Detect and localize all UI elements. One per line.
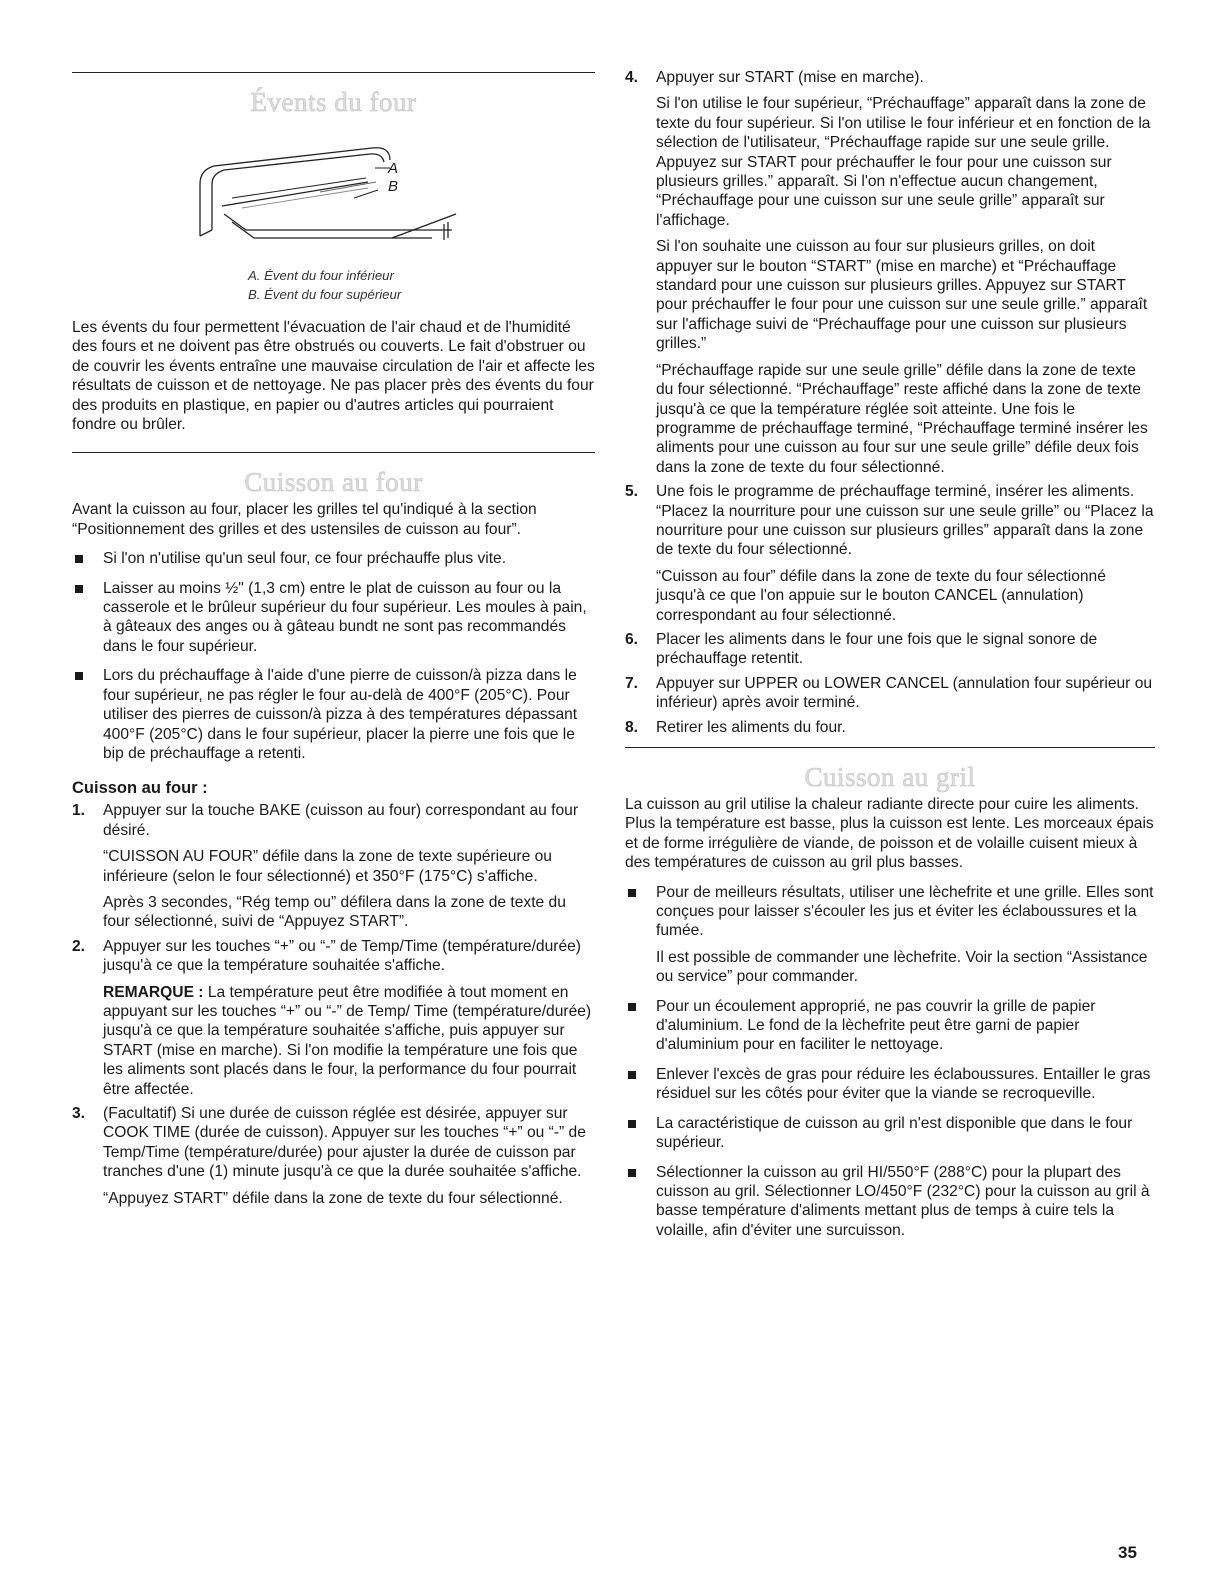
- diagram-caption: [72, 266, 595, 304]
- step-4: 4. Appuyer sur START (mise en marche). Si l'on utilise le four supérieur, “Préchauffage” apparaît dans la zone de texte du four supérieur. Si l'on utilise le four inférieur et en fonction de la sélection de l'utilisateur, “Préchauffage rapide sur une seule grille. Appuyez sur START pour préchauffer le four pour une cuisson sur plusieurs grilles.” apparaît. Si l'on n'effectue aucun changement, “Préchauffage pour une cuisson sur une seule grille” apparaît sur l'affichage. Si l'on souhaite une cuisson au four sur plusieurs grilles, on doit appuyer sur le bouton “START” (mise en marche) et “Préchauffage standard pour une cuisson sur plusieurs grilles. Appuyez sur START pour préchauffer le four pour une cuisson sur une seule grille.” apparaît sur l'affichage suivi de “Préchauffage pour une cuisson sur plusieurs grilles.” “Préchauffage rapide sur une seule grille” défile dans la zone de texte du four sélectionné. “Préchauffage” reste affiché dans la zone de texte jusqu'à ce que la température réglée soit atteinte. Une fois le programme de préchauffage terminé, “Préchauffage terminé insérer les aliments pour une cuisson au four sur une seule grille” défile deux fois dans la zone de texte du four sélectionné.: [625, 69, 1151, 476]
- list-item: Laisser au moins ½" (1,3 cm) entre le plat de cuisson au four ou la casserole et le brûleur supérieur du four supérieur. Les moules à pain, à gâteaux des anges ou à gâteau bundt ne sont pas recommandés dans le four supérieur.: [72, 579, 595, 657]
- diagram-label-a: A: [388, 160, 399, 177]
- right-column: [625, 68, 1155, 1250]
- list-item: Si l'on n'utilise qu'un seul four, ce four préchauffe plus vite.: [72, 549, 595, 568]
- bullet-square-icon: [628, 1120, 636, 1128]
- section-rule: [625, 747, 1155, 748]
- bullet-square-icon: [628, 1169, 636, 1177]
- step-2: 2. Appuyer sur les touches “+” ou “-” de Temp/Time (température/durée) jusqu'à ce que la température souhaitée s'affiche. REMARQUE : La température peut être modifiée à tout moment en appuyant sur les touches “+” ou “-” de Temp/ Time (température/durée) jusqu'à ce que la température souhaitée s'affiche, puis appuyer sur START (mise en marche). Si l'on modifie la température une fois que les aliments sont placés dans le four, la performance du four pourrait être affectée.: [72, 937, 595, 1099]
- vents-heading: Évents du four: [250, 87, 417, 117]
- bullet-square-icon: [75, 555, 83, 563]
- page-number: 35: [1118, 1543, 1137, 1562]
- list-item: Pour un écoulement approprié, ne pas couvrir la grille de papier d'aluminium. Le fond de la lèchefrite peut être garni de papier d'aluminium pour en faciliter le nettoyage.: [625, 997, 1155, 1055]
- bake-intro: Avant la cuisson au four, placer les grilles tel qu'indiqué à la section “Positionnement des grilles et des ustensiles de cuisson au four”.: [72, 501, 537, 538]
- list-item: Lors du préchauffage à l'aide d'une pierre de cuisson/à pizza dans le four supérieur, ne pas régler le four au-delà de 400°F (205°C). Pour utiliser des pierres de cuisson/à pizza à des températures dépassant 400°F (205°C) dans le four supérieur, placer la pierre une fois que le bip de préchauffage a retenti.: [72, 666, 595, 763]
- list-item: Pour de meilleurs résultats, utiliser une lèchefrite et une grille. Elles sont conçues pour laisser s'écouler les jus et éviter les éclaboussures et la fumée. Il est possible de commander une lèchefrite. Voir la section “Assistance ou service” pour commander.: [625, 883, 1155, 987]
- bullet-square-icon: [75, 672, 83, 680]
- list-item: Enlever l'excès de gras pour réduire les éclaboussures. Entailler le gras résiduel sur les côtés pour éviter que la viande se recroqueville.: [625, 1065, 1155, 1104]
- note: REMARQUE : La température peut être modifiée à tout moment en appuyant sur les touches “+” ou “-” de Temp/ Time (température/durée) jusqu'à ce que la température souhaitée s'affiche, puis appuyer sur START (mise en marche). Si l'on modifie la température une fois que les aliments sont placés dans le four, la performance du four pourrait être affectée.: [103, 983, 592, 1098]
- bullet-square-icon: [628, 1071, 636, 1079]
- step-5: 5. Une fois le programme de préchauffage terminé, insérer les aliments. “Placez la nourriture pour une cuisson sur une seule grille” ou “Placez la nourriture pour une cuisson sur plusieurs grilles” apparaît dans la zone de texte du four sélectionné. “Cuisson au four” défile dans la zone de texte du four sélectionné jusqu'à ce que l'on appuie sur le bouton CANCEL (annulation) correspondant au four sélectionné.: [625, 483, 1154, 624]
- step-7: 7. Appuyer sur UPPER ou LOWER CANCEL (annulation four supérieur ou inférieur) après avoir terminé.: [625, 674, 1153, 712]
- list-item: Sélectionner la cuisson au gril HI/550°F (288°C) pour la plupart des cuisson au gril. Sélectionner LO/450°F (232°C) pour la cuisson au gril à basse température d'aliments mettant plus de temps à cuire tels la volaille, afin d'éviter une surcuisson.: [625, 1163, 1155, 1241]
- left-column: [72, 60, 595, 1213]
- step-6: 6. Placer les aliments dans le four une fois que le signal sonore de préchauffage retentit.: [625, 630, 1098, 668]
- oven-vent-diagram: [72, 126, 595, 254]
- diagram-label-b: B: [388, 178, 399, 195]
- bake-subheading: Cuisson au four :: [72, 779, 208, 798]
- list-item: La caractéristique de cuisson au gril n'est disponible que dans le four supérieur.: [625, 1114, 1155, 1153]
- step-8: 8. Retirer les aliments du four.: [625, 718, 846, 736]
- broil-heading: Cuisson au gril: [804, 762, 976, 792]
- bullet-square-icon: [75, 585, 83, 593]
- step-3: 3. (Facultatif) Si une durée de cuisson réglée est désirée, appuyer sur COOK TIME (durée de cuisson). Appuyer sur les touches “+” ou “-” de Temp/Time (température/durée) pour ajuster la durée de cuisson par tranches d'une (1) minute jusqu'à ce que la durée souhaitée s'affiche. “Appuyez START” défile dans la zone de texte du four sélectionné.: [72, 1105, 586, 1207]
- step-1: 1. Appuyer sur la touche BAKE (cuisson au four) correspondant au four désiré. “CUISSON AU FOUR” défile dans la zone de texte supérieure ou inférieure (selon le four sélectionné) et 350°F (175°C) s'affiche. Après 3 secondes, “Rég temp ou” défilera dans la zone de texte du four sélectionné, suivi de “Appuyez START”.: [72, 802, 579, 931]
- caption-a: A. Évent du four inférieur: [248, 268, 394, 283]
- section-rule: [72, 72, 595, 73]
- vents-body: Les évents du four permettent l'évacuation de l'air chaud et de l'humidité des fours et ne doivent pas être obstrués ou couverts. Le fait d'obstruer ou de couvrir les évents entraîne une mauvaise circulation de l'air et affecte les résultats de cuisson et de nettoyage. Ne pas placer près des évents du four des produits en plastique, en papier ou d'autres articles qui pourraient fondre ou brûler.: [72, 319, 595, 434]
- oven-vent-illustration: [72, 126, 595, 254]
- bake-heading: Cuisson au four: [244, 467, 423, 498]
- caption-b: B. Évent du four supérieur: [248, 287, 402, 302]
- bullet-square-icon: [628, 889, 636, 897]
- broil-intro: La cuisson au gril utilise la chaleur radiante directe pour cuire les aliments. Plus la température est basse, plus la cuisson est lente. Les morceaux épais et de forme irrégulière de viande, de poisson et de volaille cuisent mieux à des températures de cuisson au gril plus basses.: [625, 796, 1154, 872]
- bullet-square-icon: [628, 1003, 636, 1011]
- section-rule: [72, 452, 595, 453]
